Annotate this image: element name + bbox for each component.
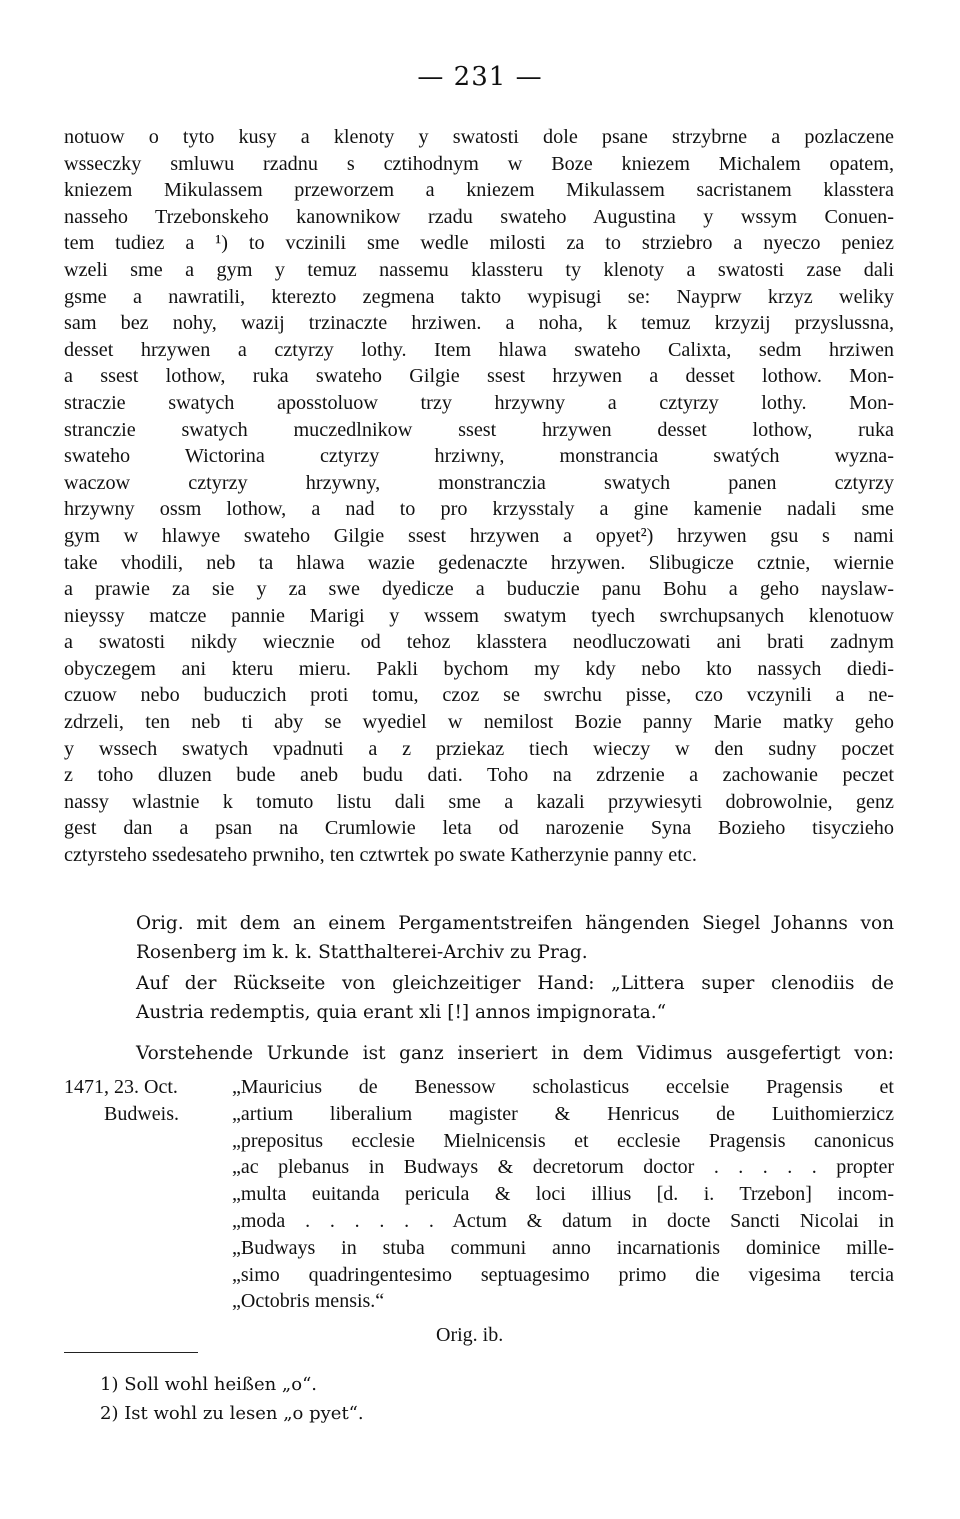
note-line: Auf der Rückseite von gleichzeitiger Hand: „Littera super clenodiis de	[136, 973, 894, 994]
footnote-2: 2) Ist wohl zu lesen „o pyet“.	[100, 1403, 364, 1424]
quote-line: „prepositus ecclesie Mielnicensis et ecclesie Pragensis canonicus	[232, 1129, 894, 1152]
text-line: take vhodili, neb ta hlawa wazie gedenaczte hrzywen. Slibugicze cztnie, wiernie	[64, 551, 894, 574]
quote-line: „Mauricius de Benessow scholasticus eccelsie Pragensis et	[232, 1076, 894, 1098]
footnote-1: 1) Soll wohl heißen „o“.	[100, 1374, 317, 1395]
quote-line: „Octobris mensis.“	[232, 1290, 385, 1313]
note-line: Vorstehende Urkunde ist ganz inseriert in dem Vidimus ausgefertigt von:	[136, 1043, 894, 1064]
text-line: a prawie za sie y za swe dyedicze a buduczie panu Bohu a geho nayslaw-	[64, 578, 894, 601]
text-line: nassy wlastnie k tomuto listu dali sme a kazali przywiesyti dobrowolnie, genz	[64, 790, 894, 813]
vidimus-place: Budweis.	[104, 1102, 179, 1125]
quote-line: „multa euitanda pericula & loci illius [d. i. Trzebon] incom-	[232, 1183, 894, 1206]
text-line: tem tudiez a ¹) to vczinili sme wedle milosti za to strziebro a nyeczo peniez	[64, 232, 894, 255]
text-line: wzeli sme a gym y temuz nassemu klassteru ty klenoty a swatosti zase dali	[64, 258, 894, 281]
text-line: gym w hlawye swateho Gilgie ssest hrzywen a opyet²) hrzywen gsu s nami	[64, 524, 894, 547]
text-line: kniezem Mikulassem przeworzem a kniezem Mikulassem sacristanem klasstera	[64, 179, 894, 202]
text-line: notuow o tyto kusy a klenoty y swatosti dole psane strzybrne a pozlaczene	[64, 126, 894, 148]
quote-line: „ac plebanus in Budways & decretorum doctor . . . . . propter	[232, 1156, 894, 1179]
text-line: obyczegem ani kteru mieru. Pakli bychom my kdy nebo kto nassych diedi-	[64, 657, 894, 680]
text-line: a ssest lothow, ruka swateho Gilgie ssest hrzywen a desset lothow. Mon-	[64, 365, 894, 388]
vidimus-block	[64, 1074, 894, 1315]
vidimus-source: Orig. ib.	[436, 1324, 504, 1346]
text-line: stranczie swatych muczedlnikow ssest hrzywen desset lothow, ruka	[64, 418, 894, 441]
charter-text	[64, 124, 894, 869]
footnotes	[100, 1370, 364, 1428]
reverse-side-note	[64, 970, 894, 1027]
text-line: waczow cztyrzy hrzywny, monstranczia swatych panen cztyrzy	[64, 471, 894, 494]
note-line: Austria redemptis, quia erant xli [!] annos impignorata.“	[136, 1001, 667, 1023]
quote-line: „simo quadringentesimo septuagesimo primo die vigesima tercia	[232, 1263, 894, 1286]
text-line: hrzywny ossm lothow, a nad to pro krzysstaly a gine kamenie nadali sme	[64, 498, 894, 521]
quote-line: „artium liberalium magister & Henricus de Luithomierzicz	[232, 1102, 894, 1125]
text-line: nieyssy matcze pannie Marigi y wssem swatym tyech swrchupsanych klenotuow	[64, 604, 894, 627]
text-line: gest dan a psan na Crumlowie leta od narozenie Syna Bozieho tisyczieho	[64, 817, 894, 840]
footnote-divider	[64, 1352, 198, 1353]
text-line: z toho dluzen bude aneb budu dati. Toho na zdrzenie a zachowanie peczet	[64, 764, 894, 787]
text-line: desset hrzywen a cztyrzy lothy. Item hlawa swateho Calixta, sedm hrziwen	[64, 338, 894, 361]
text-line: cztyrsteho ssedesateho prwniho, ten cztwrtek po swate Katherzynie panny etc.	[64, 844, 697, 867]
text-line: czuow nebo buduczich proti tomu, czoz se swrchu pisse, czo vczynili a ne-	[64, 684, 894, 707]
text-line: nasseho Trzebonskeho kanownikow rzadu swateho Augustina y wssym Conuen-	[64, 205, 894, 228]
text-line: zdrzeli, ten neb ti aby se wyediel w nemilost Bozie panny Marie matky geho	[64, 711, 894, 734]
text-line: straczie swatych aposstoluow trzy hrzywny a cztyrzy lothy. Mon-	[64, 391, 894, 414]
note-line: Rosenberg im k. k. Statthalterei-Archiv zu Prag.	[136, 941, 588, 963]
quote-line: „moda . . . . . . Actum & datum in docte Sancti Nicolai in	[232, 1209, 894, 1232]
original-note	[64, 910, 894, 967]
page-number: — 231 —	[417, 62, 543, 92]
note-line: Orig. mit dem an einem Pergamentstreifen hängenden Siegel Johanns von	[136, 913, 894, 934]
text-line: sam bez nohy, wazij trzinaczte hrziwen. a noha, k temuz krzyzij przyslussna,	[64, 312, 894, 335]
text-line: a swatosti nikdy wiecznie od tehoz klasstera neodluczowati ani brati zadnym	[64, 631, 894, 654]
text-line: wsseczky smluwu rzadnu s cztihodnym w Boze kniezem Michalem opatem,	[64, 152, 894, 175]
vidimus-intro	[64, 1040, 894, 1069]
text-line: y wssech swatych vpadnuti a z prziekaz tiech wieczy w den sudny poczet	[64, 737, 894, 760]
text-line: swateho Wictorina cztyrzy hrziwny, monstrancia swatých wyzna-	[64, 445, 894, 468]
text-line: gsme a nawratili, kterezto zegmena takto wypisugi se: Nayprw krzyz weliky	[64, 285, 894, 308]
quote-line: „Budways in stuba communi anno incarnationis dominice mille-	[232, 1236, 894, 1259]
vidimus-date: 1471, 23. Oct.	[64, 1076, 178, 1098]
